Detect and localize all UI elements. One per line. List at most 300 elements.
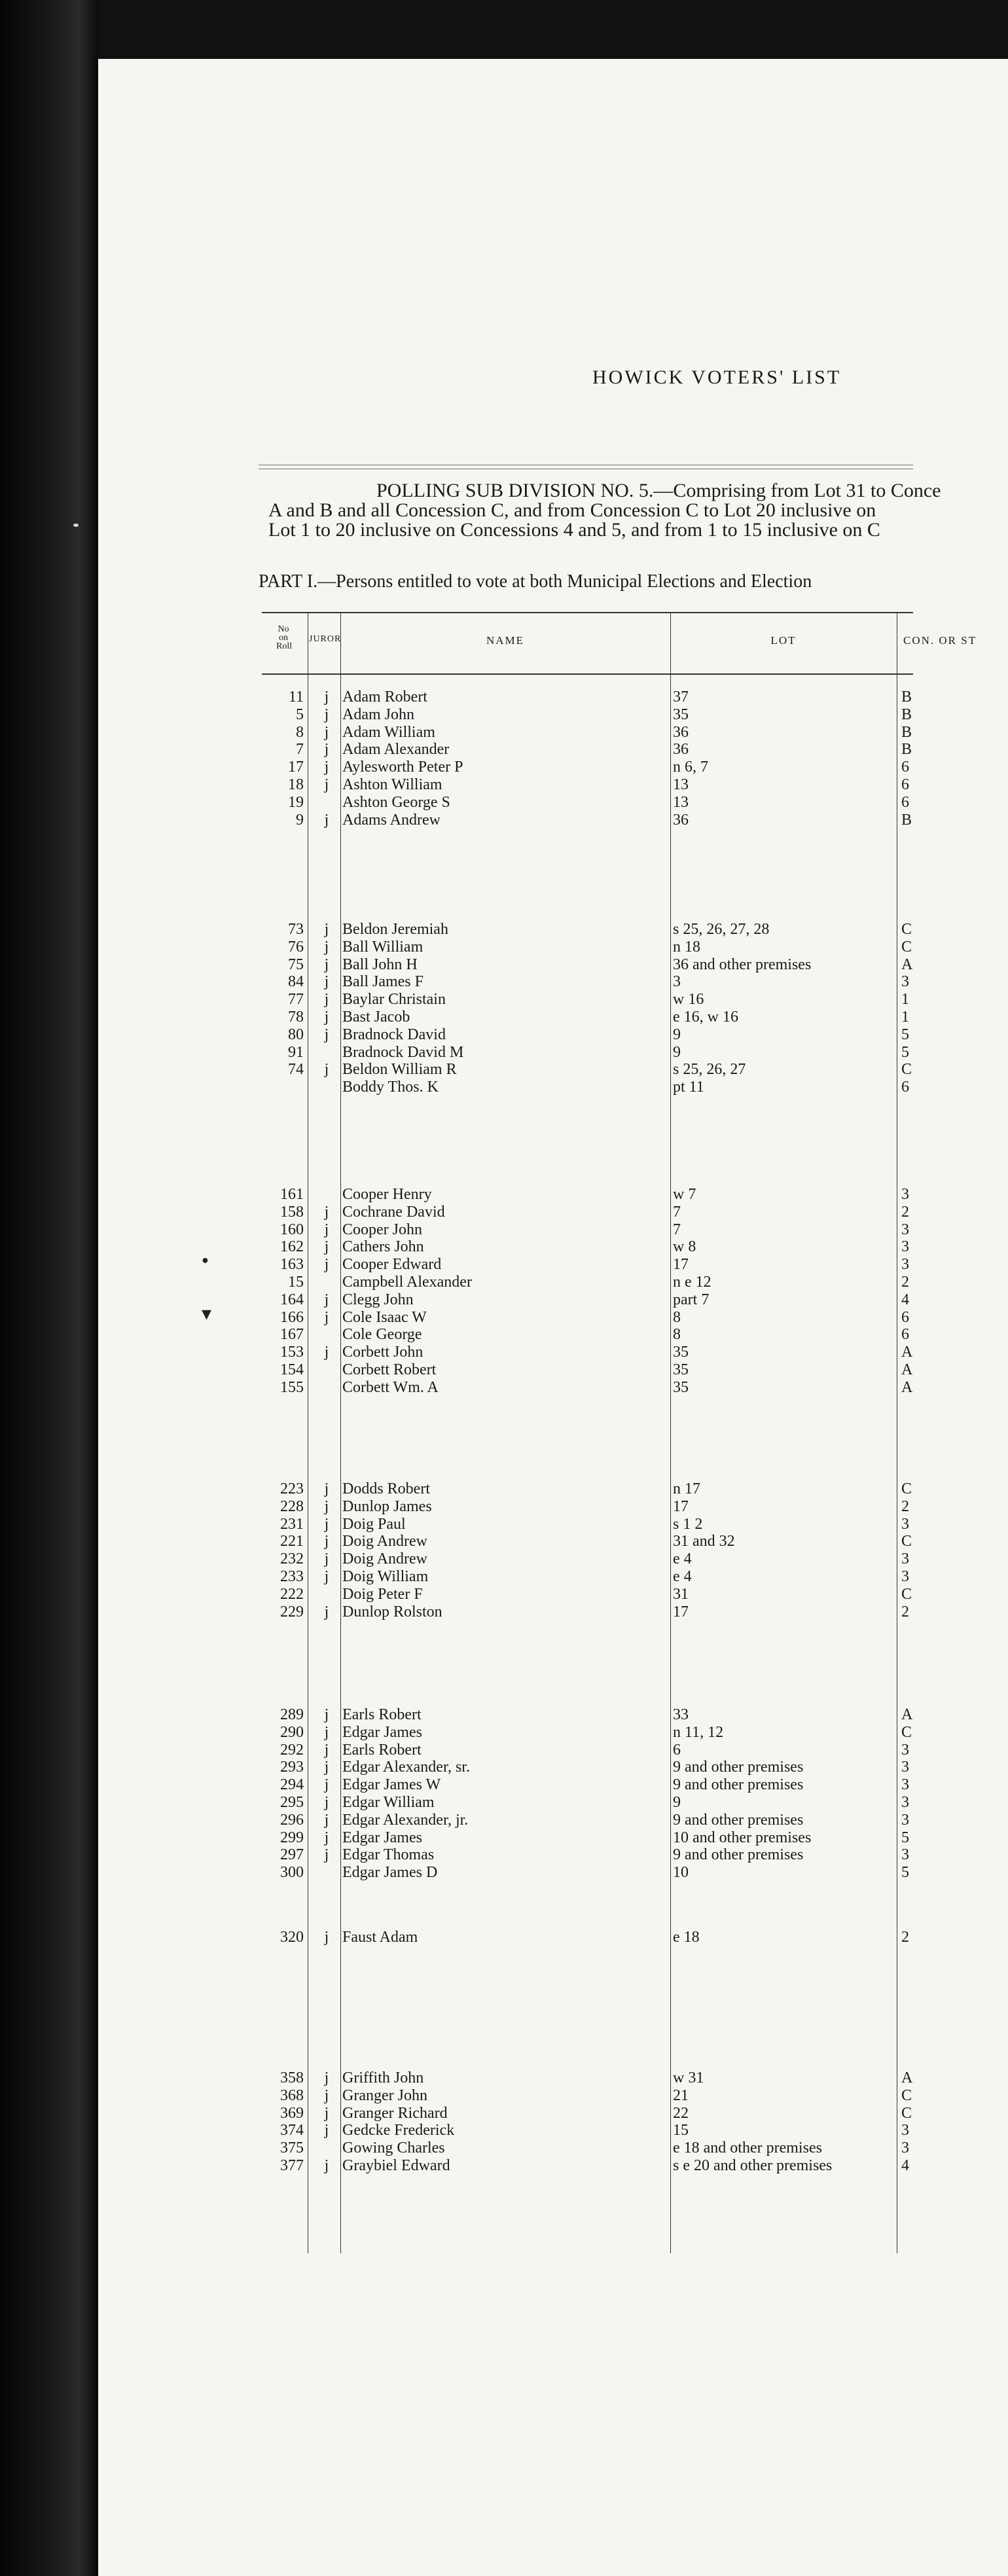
juror-mark: j [324,1929,329,1946]
juror-mark: j [324,723,329,741]
roll-number: 75 [288,956,304,973]
concession-value: 3 [901,1776,909,1794]
concession-value: 3 [901,1221,909,1238]
roll-number: 18 [288,776,304,793]
lot-value: 9 and other premises [673,1846,804,1864]
lot-value: n 17 [673,1480,700,1497]
juror-mark: j [324,1846,329,1864]
lot-value: 35 [673,1361,689,1378]
header-rule [262,673,913,675]
concession-value: B [901,706,912,723]
juror-mark: j [324,973,329,991]
concession-value: A [901,1344,913,1361]
voter-name: Adams Andrew [342,811,441,829]
table-row [262,1204,913,1221]
table-row [262,776,913,793]
roll-number: 299 [280,1829,304,1846]
voter-name: Graybiel Edward [342,2157,450,2174]
voter-name: Edgar Thomas [342,1846,435,1864]
concession-value: 6 [901,776,909,793]
roll-number: 229 [280,1603,304,1620]
concession-value: C [901,2104,912,2122]
roll-number: 374 [280,2122,304,2139]
roll-number: 228 [280,1497,304,1515]
concession-value: 5 [901,1829,909,1846]
lot-value: 22 [673,2104,689,2122]
concession-value: B [901,723,912,741]
column-header-roll: No on Roll [276,624,293,651]
roll-number: 77 [288,991,304,1009]
voter-name: Cole George [342,1326,422,1344]
roll-number: 163 [280,1256,304,1274]
table-row [262,1929,913,1946]
lot-value: 10 and other premises [673,1829,812,1846]
roll-number: 154 [280,1361,304,1378]
roll-number: 293 [280,1759,304,1776]
voter-name: Cochrane David [342,1203,445,1221]
table-row [262,1586,913,1603]
table-row [262,1079,913,1096]
roll-number: 296 [280,1811,304,1829]
concession-value: 2 [901,1929,909,1946]
table-row [262,1326,913,1343]
juror-mark: j [324,2086,329,2104]
roll-number: 11 [288,689,304,706]
lot-value: 8 [673,1326,681,1344]
table-row [262,1706,913,1723]
concession-value: C [901,2086,912,2104]
concession-value: 3 [901,2122,909,2139]
lot-value: 9 [673,1043,681,1061]
concession-value: 3 [901,1846,909,1864]
juror-mark: j [324,1515,329,1533]
voter-name: Aylesworth Peter P [342,759,463,776]
table-row [262,1026,913,1043]
table-row [262,1516,913,1533]
voter-name: Edgar William [342,1794,435,1811]
roll-number: 155 [280,1378,304,1396]
roll-number: 290 [280,1723,304,1741]
lot-value: 36 [673,723,689,741]
roll-number: 9 [296,811,304,829]
concession-value: 3 [901,973,909,991]
juror-mark: j [324,1344,329,1361]
juror-mark: j [324,1829,329,1846]
roll-number: 80 [288,1026,304,1043]
concession-value: 3 [901,1759,909,1776]
roll-number: 167 [280,1326,304,1344]
voter-name: Ball James F [342,973,423,991]
juror-mark: j [324,2157,329,2174]
concession-value: A [901,1706,913,1723]
concession-value: 2 [901,1274,909,1291]
voter-name: Doig Peter F [342,1585,423,1603]
concession-value: 5 [901,1026,909,1043]
voter-name: Cole Isaac W [342,1308,427,1326]
lot-value: e 18 and other premises [673,2139,822,2157]
lot-value: 15 [673,2122,689,2139]
table-row [262,689,913,706]
lot-value: e 4 [673,1568,692,1585]
table-row [262,1238,913,1255]
roll-number: 295 [280,1794,304,1811]
lot-value: s 25, 26, 27, 28 [673,921,770,938]
concession-value: B [901,689,912,706]
juror-mark: j [324,1706,329,1723]
concession-value: 3 [901,1741,909,1759]
juror-mark: j [324,1794,329,1811]
lot-value: n 18 [673,938,700,956]
concession-value: 3 [901,1238,909,1256]
table-row [262,2087,913,2104]
concession-value: 6 [901,1326,909,1344]
voter-name: Doig Andrew [342,1533,427,1550]
voter-name: Beldon Jeremiah [342,921,448,938]
voters-table [262,612,977,2253]
scan-border [0,0,98,2576]
table-row [262,939,913,956]
lot-value: n 11, 12 [673,1723,724,1741]
table-row [262,1344,913,1361]
concession-value: 3 [901,1568,909,1585]
roll-number: 221 [280,1533,304,1550]
juror-mark: j [324,1308,329,1326]
voter-name: Granger John [342,2086,427,2104]
lot-value: n 6, 7 [673,759,708,776]
lot-value: n e 12 [673,1274,711,1291]
lot-value: w 16 [673,991,704,1009]
table-row [262,1256,913,1273]
table-row [262,1361,913,1378]
table-row [262,741,913,758]
juror-mark: j [324,1723,329,1741]
juror-mark: j [324,1480,329,1497]
voter-name: Faust Adam [342,1929,418,1946]
part-heading: PART I.—Persons entitled to vote at both Municipal Elections and Election [259,571,812,592]
lot-value: e 4 [673,1550,692,1568]
table-row [262,1274,913,1291]
ink-mark: ▾ [202,1303,212,1325]
roll-number: 74 [288,1061,304,1079]
concession-value: B [901,811,912,829]
table-row [262,1724,913,1741]
voter-name: Ashton George S [342,793,450,811]
voter-name: Beldon William R [342,1061,457,1079]
concession-value: 3 [901,1515,909,1533]
voter-name: Edgar James D [342,1864,438,1882]
juror-mark: j [324,1497,329,1515]
lot-value: 35 [673,1344,689,1361]
concession-value: 3 [901,1794,909,1811]
voter-name: Edgar James [342,1723,422,1741]
juror-mark: j [324,1026,329,1043]
juror-mark: j [324,1061,329,1079]
concession-value: 6 [901,759,909,776]
voter-name: Bradnock David [342,1026,446,1043]
table-row [262,1742,913,1759]
voter-name: Adam John [342,706,414,723]
juror-mark: j [324,1238,329,1256]
concession-value: 6 [901,1079,909,1096]
table-row [262,1009,913,1026]
table-row [262,1291,913,1308]
lot-value: 36 [673,741,689,759]
lot-value: w 31 [673,2069,704,2086]
voter-name: Ashton William [342,776,442,793]
roll-number: 161 [280,1186,304,1203]
voter-name: Boddy Thos. K [342,1079,439,1096]
voter-name: Gedcke Frederick [342,2122,455,2139]
subdivision-description-line: Lot 1 to 20 inclusive on Concessions 4 and 5, and from 1 to 15 inclusive on C [268,519,880,541]
juror-mark: j [324,759,329,776]
voter-name: Adam Robert [342,689,427,706]
roll-number: 300 [280,1864,304,1882]
concession-value: 3 [901,2139,909,2157]
table-row [262,2122,913,2139]
voter-name: Cooper John [342,1221,422,1238]
voter-name: Campbell Alexander [342,1274,472,1291]
concession-value: 4 [901,1291,909,1308]
roll-number: 166 [280,1308,304,1326]
table-row [262,1568,913,1585]
juror-mark: j [324,1811,329,1829]
lot-value: 17 [673,1497,689,1515]
lot-value: 13 [673,776,689,793]
concession-value: 5 [901,1864,909,1882]
lot-value: 9 and other premises [673,1811,804,1829]
lot-value: 31 and 32 [673,1533,735,1550]
roll-number: 231 [280,1515,304,1533]
table-row [262,1812,913,1829]
table-row [262,794,913,811]
roll-number: 292 [280,1741,304,1759]
voter-name: Edgar James W [342,1776,441,1794]
table-row [262,1846,913,1863]
lot-value: 35 [673,1378,689,1396]
concession-value: 6 [901,793,909,811]
table-row [262,2105,913,2122]
juror-mark: j [324,921,329,938]
juror-mark: j [324,1221,329,1238]
table-row [262,921,913,938]
voter-name: Adam William [342,723,435,741]
concession-value: C [901,921,912,938]
juror-mark: j [324,776,329,793]
voter-name: Dodds Robert [342,1480,430,1497]
lot-value: part 7 [673,1291,710,1308]
concession-value: 3 [901,1256,909,1274]
voter-name: Corbett Robert [342,1361,437,1378]
table-row [262,1794,913,1811]
lot-value: 17 [673,1256,689,1274]
concession-value: C [901,1585,912,1603]
table-row [262,1829,913,1846]
table-row [262,1759,913,1776]
voter-name: Earls Robert [342,1706,422,1723]
subdivision-description-line: A and B and all Concession C, and from Concession C to Lot 20 inclusive on [268,499,876,521]
lot-value: w 7 [673,1186,696,1203]
voter-name: Griffith John [342,2069,424,2086]
roll-number: 377 [280,2157,304,2174]
lot-value: pt 11 [673,1079,704,1096]
voter-name: Doig Paul [342,1515,406,1533]
table-row [262,2139,913,2156]
juror-mark: j [324,938,329,956]
column-header-con: CON. OR ST [903,634,977,647]
concession-value: 4 [901,2157,909,2174]
voter-name: Corbett John [342,1344,423,1361]
lot-value: s e 20 and other premises [673,2157,833,2174]
juror-mark: j [324,706,329,723]
concession-value: A [901,956,913,973]
roll-number: 19 [288,793,304,811]
subdivision-description-line: POLLING SUB DIVISION NO. 5.—Comprising from Lot 31 to Conce [376,480,941,501]
voter-name: Earls Robert [342,1741,422,1759]
roll-number: 369 [280,2104,304,2122]
voter-name: Adam Alexander [342,741,450,759]
concession-value: 3 [901,1186,909,1203]
concession-value: 2 [901,1497,909,1515]
concession-value: 3 [901,1550,909,1568]
juror-mark: j [324,1203,329,1221]
lot-value: 6 [673,1741,681,1759]
column-header-lot: LOT [770,634,797,647]
table-row [262,1550,913,1567]
table-row [262,1061,913,1078]
table-row [262,1603,913,1620]
lot-value: 36 [673,811,689,829]
voter-name: Granger Richard [342,2104,448,2122]
table-row [262,1864,913,1881]
juror-mark: j [324,1741,329,1759]
roll-number: 297 [280,1846,304,1864]
table-row [262,1776,913,1793]
voter-name: Cooper Henry [342,1186,432,1203]
juror-mark: j [324,2104,329,2122]
voter-name: Edgar James [342,1829,422,1846]
juror-mark: j [324,2122,329,2139]
roll-number: 320 [280,1929,304,1946]
roll-number: 153 [280,1344,304,1361]
page-title: HOWICK VOTERS' LIST [592,367,842,388]
concession-value: 5 [901,1043,909,1061]
voter-name: Dunlop Rolston [342,1603,442,1620]
lot-value: s 25, 26, 27 [673,1061,746,1079]
table-row [262,1533,913,1550]
juror-mark: j [324,1009,329,1026]
roll-number: 294 [280,1776,304,1794]
voter-name: Dunlop James [342,1497,432,1515]
voter-name: Baylar Christain [342,991,446,1009]
roll-number: 8 [296,723,304,741]
voter-name: Edgar Alexander, jr. [342,1811,469,1829]
lot-value: 36 and other premises [673,956,812,973]
roll-number: 91 [288,1043,304,1061]
roll-number: 232 [280,1550,304,1568]
column-header-name: NAME [486,634,525,647]
lot-value: 9 [673,1026,681,1043]
lot-value: s 1 2 [673,1515,703,1533]
roll-number: 222 [280,1585,304,1603]
voter-name: Edgar Alexander, sr. [342,1759,470,1776]
lot-value: 7 [673,1203,681,1221]
juror-mark: j [324,991,329,1009]
lot-value: 9 and other premises [673,1776,804,1794]
lot-value: 17 [673,1603,689,1620]
table-row [262,706,913,723]
roll-number: 7 [296,741,304,759]
lot-value: 21 [673,2086,689,2104]
table-row [262,2157,913,2174]
concession-value: 1 [901,991,909,1009]
roll-number: 5 [296,706,304,723]
roll-number: 84 [288,973,304,991]
roll-number: 76 [288,938,304,956]
concession-value: A [901,1361,913,1378]
table-row [262,1186,913,1203]
voter-name: Cooper Edward [342,1256,442,1274]
lot-value: e 16, w 16 [673,1009,738,1026]
lot-value: 33 [673,1706,689,1723]
table-row [262,1498,913,1515]
juror-mark: j [324,1603,329,1620]
voter-name: Bast Jacob [342,1009,410,1026]
table-row [262,1044,913,1061]
juror-mark: j [324,1759,329,1776]
concession-value: C [901,1480,912,1497]
lot-value: 13 [673,793,689,811]
column-header-juror: JUROR [309,634,342,644]
voter-name: Ball John H [342,956,418,973]
lot-value: e 18 [673,1929,700,1946]
table-row [262,1309,913,1326]
concession-value: A [901,2069,913,2086]
concession-value: A [901,1378,913,1396]
concession-value: C [901,1533,912,1550]
juror-mark: j [324,811,329,829]
voter-name: Doig William [342,1568,429,1585]
table-row [262,812,913,829]
lot-value: 9 and other premises [673,1759,804,1776]
concession-value: B [901,741,912,759]
juror-mark: j [324,1550,329,1568]
voter-name: Bradnock David M [342,1043,464,1061]
lot-value: 3 [673,973,681,991]
juror-mark: j [324,1291,329,1308]
roll-number: 368 [280,2086,304,2104]
roll-number: 358 [280,2069,304,2086]
column-rule [670,613,671,2253]
lot-value: 35 [673,706,689,723]
ink-mark: ● [202,1253,209,1266]
roll-number: 223 [280,1480,304,1497]
lot-value: 10 [673,1864,689,1882]
juror-mark: j [324,1533,329,1550]
table-row [262,973,913,990]
lot-value: 7 [673,1221,681,1238]
concession-value: 1 [901,1009,909,1026]
lot-value: 31 [673,1585,689,1603]
concession-value: C [901,1723,912,1741]
column-rule [340,613,341,2253]
roll-number: 15 [288,1274,304,1291]
voter-name: Cathers John [342,1238,424,1256]
table-row [262,724,913,741]
juror-mark: j [324,1256,329,1274]
roll-number: 162 [280,1238,304,1256]
roll-number: 164 [280,1291,304,1308]
concession-value: 6 [901,1308,909,1326]
